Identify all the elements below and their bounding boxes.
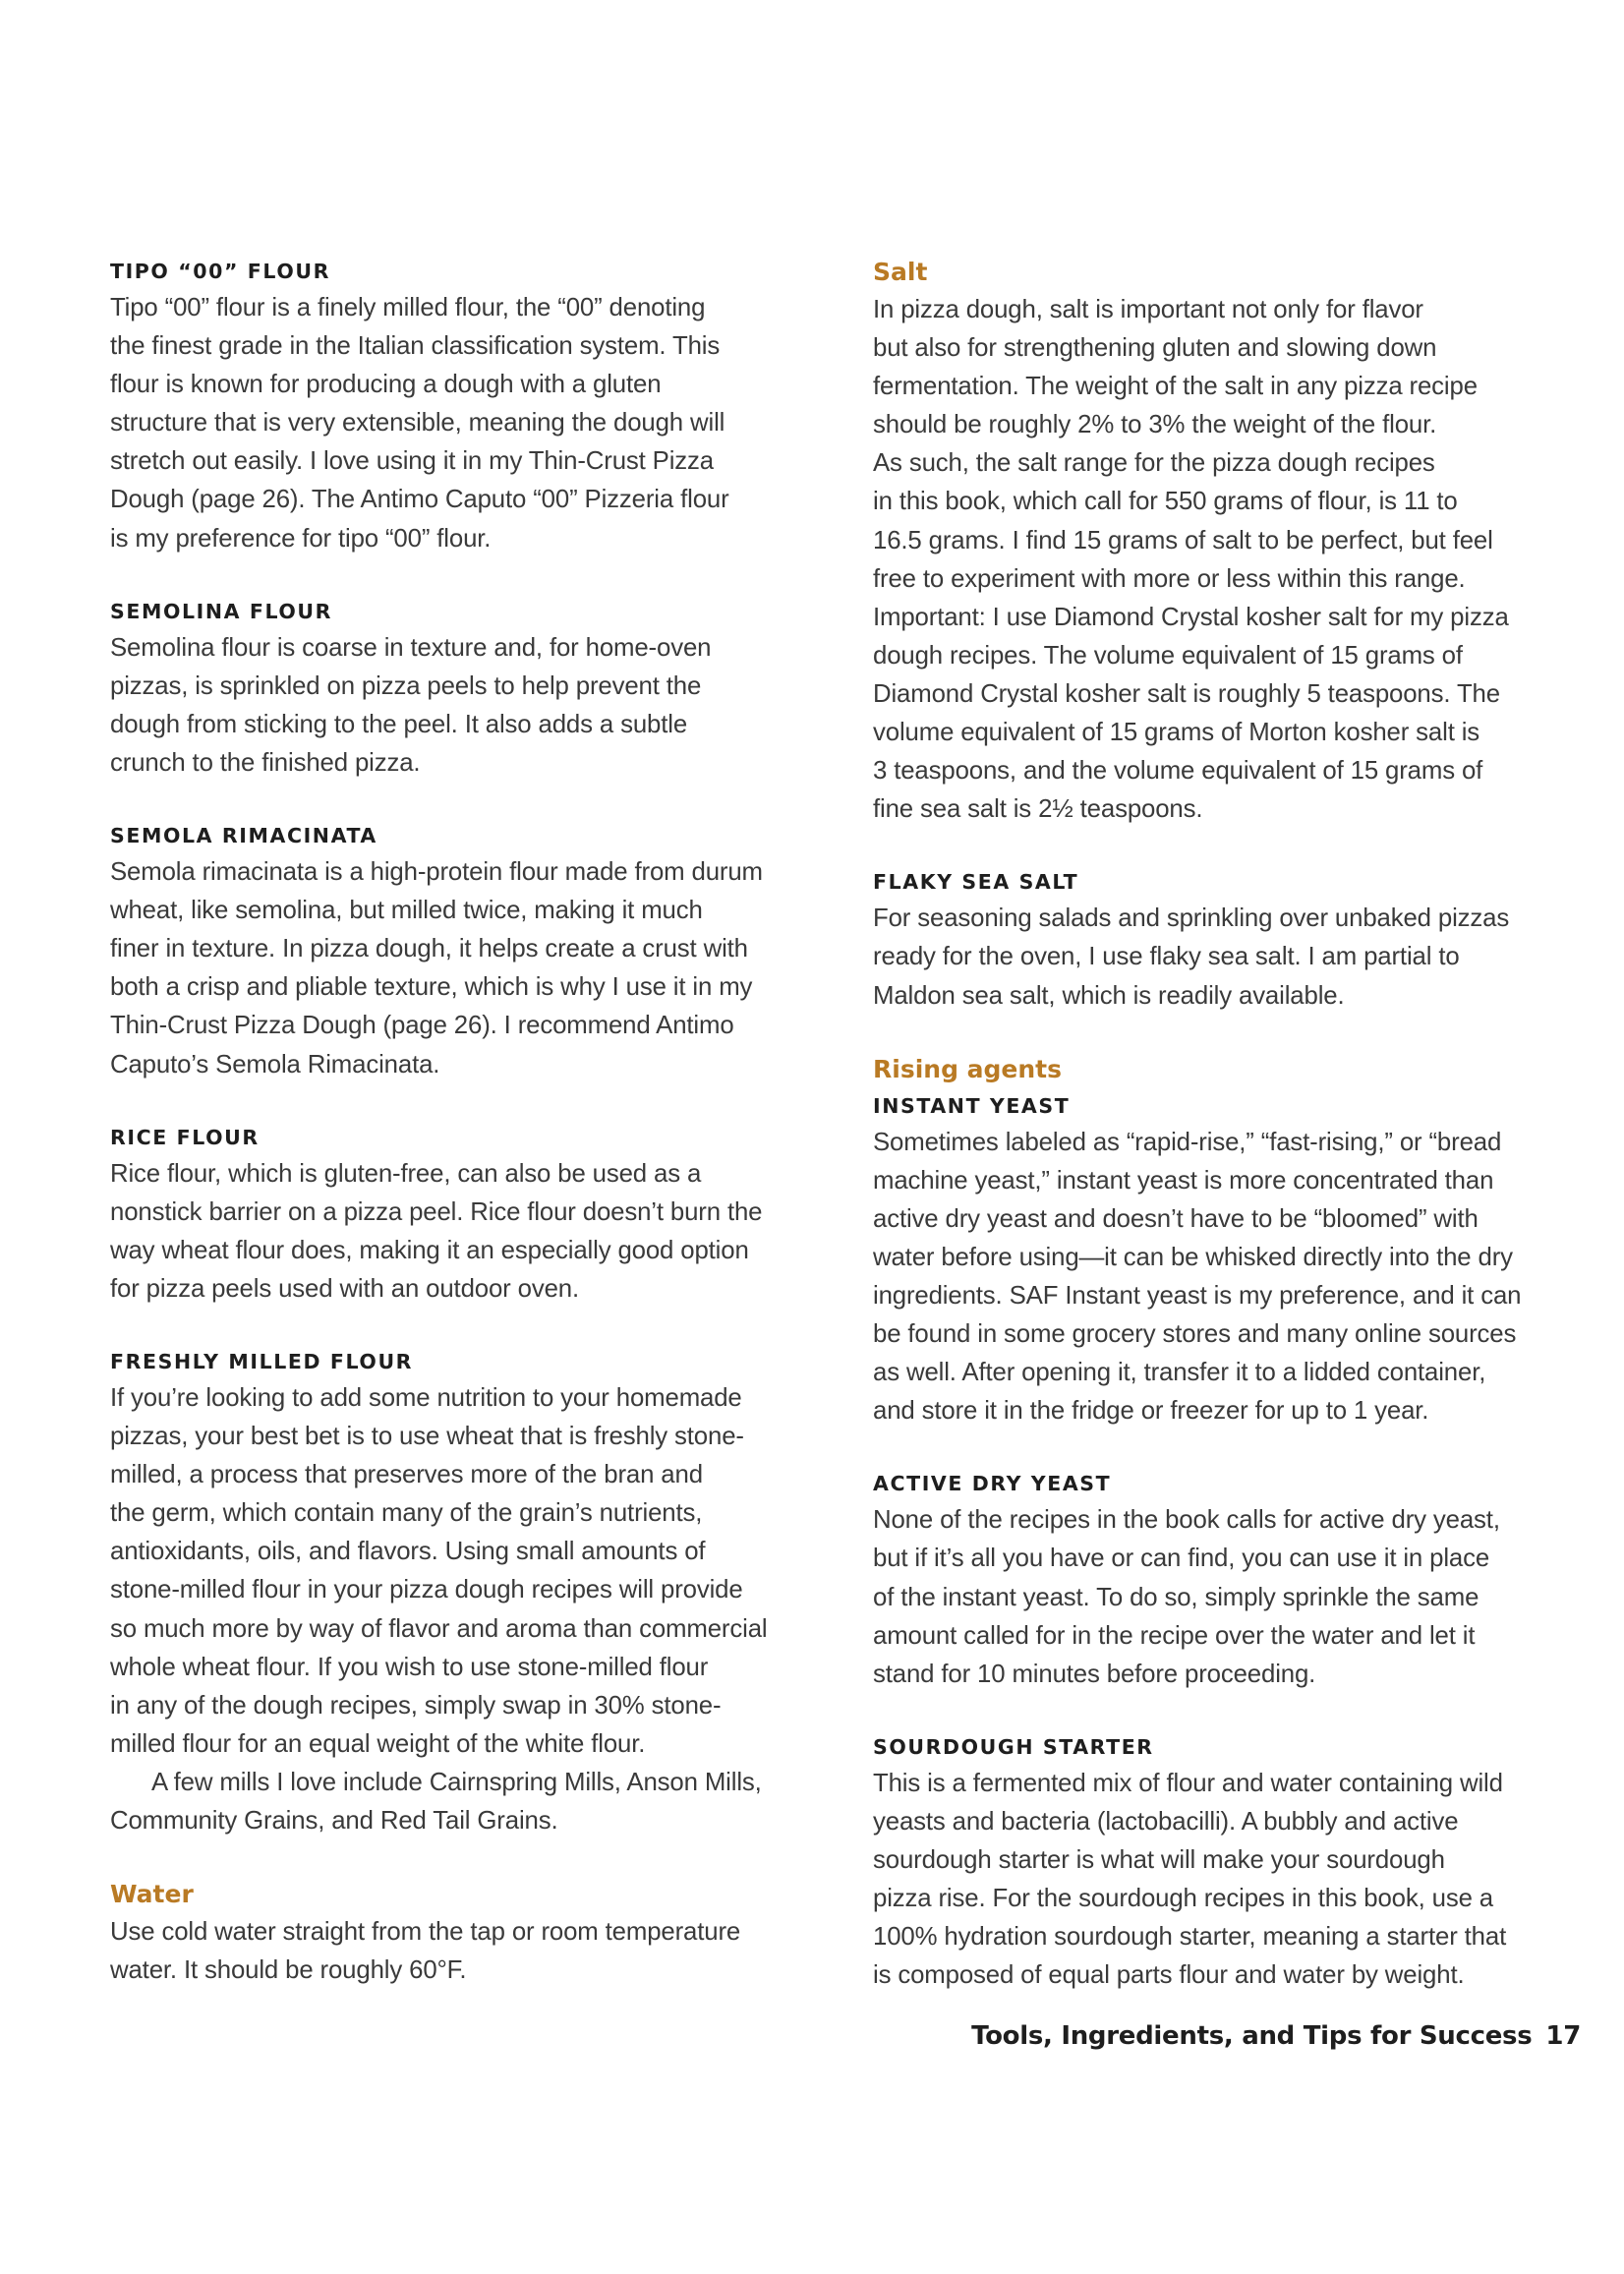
- spacer: [873, 829, 1581, 864]
- heading-sourdough-starter: SOURDOUGH STARTER: [873, 1734, 1154, 1759]
- body-sourdough-starter: This is a fermented mix of flour and water containing wild yeasts and bacteria (lactobacilli). A bubbly and active sourdough starter is what will make your sourdough pizza rise. For the sourdough recipes in this book, use a 100% hydration sourdough starter, meaning a starter that is composed of equal parts flour and water by weight.: [873, 1769, 1507, 1990]
- body-water: Use cold water straight from the tap or room temperature water. It should be roughly 60°F.: [110, 1918, 741, 1985]
- section-sourdough-starter: [873, 1729, 1581, 1996]
- page-number: 17: [1545, 2021, 1581, 2051]
- spacer: [110, 1309, 838, 1344]
- section-rising-agents: [873, 1051, 1581, 1431]
- page-footer: [971, 2021, 1581, 2051]
- heading-salt: Salt: [873, 258, 928, 286]
- spacer: [110, 1084, 838, 1120]
- section-active-dry-yeast: [873, 1466, 1581, 1693]
- heading-active-dry-yeast: ACTIVE DRY YEAST: [873, 1472, 1112, 1496]
- heading-water: Water: [110, 1880, 194, 1909]
- body-semola-rimacinata: Semola rimacinata is a high-protein flour made from durum wheat, like semolina, but milled twice, making it much finer in texture. In pizza dough, it helps create a crust with both a crisp and pliable texture, which is why I use it in my Thin-Crust Pizza Dough (page 26). I recommend Antimo Caputo’s Semola Rimacinata.: [110, 858, 763, 1079]
- body-active-dry-yeast: None of the recipes in the book calls for active dry yeast, but if it’s all you have or can find, you can use it in place of the instant yeast. To do so, simply sprinkle the same amount called for in the recipe over the water and let it stand for 10 minutes before proceeding.: [873, 1506, 1500, 1688]
- section-semolina-flour: [110, 594, 838, 783]
- heading-semola-rimacinata: SEMOLA RIMACINATA: [110, 824, 377, 848]
- heading-tipo-00-flour: TIPO “00” FLOUR: [110, 260, 331, 283]
- body-tipo-00-flour: Tipo “00” flour is a finely milled flour, the “00” denoting the finest grade in the Italian classification system. This flour is known for producing a dough with a gluten structure that is very extensible, meaning the dough will stretch out easily. I love using it in my Thin-Crust Pizza Dough (page 26). The Antimo Caputo “00” Pizzeria flour is my preference for tipo “00” flour.: [110, 294, 729, 553]
- section-salt: [873, 254, 1581, 829]
- section-freshly-milled-flour: [110, 1344, 838, 1840]
- heading-freshly-milled-flour: FRESHLY MILLED FLOUR: [110, 1349, 414, 1373]
- section-rice-flour: [110, 1120, 838, 1309]
- body-rice-flour: Rice flour, which is gluten-free, can also be used as a nonstick barrier on a pizza peel. Rice flour doesn’t burn the way wheat flour does, making it an especially good option for pizza peels used with an outdoor oven.: [110, 1159, 763, 1303]
- spacer: [873, 1016, 1581, 1051]
- right-column: [873, 254, 1581, 1995]
- body-instant-yeast: Sometimes labeled as “rapid-rise,” “fast-rising,” or “bread machine yeast,” instant yeast is more concentrated than active dry yeast and doesn’t have to be “bloomed” with water before using—it can be whisked directly into the dry ingredients. SAF Instant yeast is my preference, and it can be found in some grocery stores and many online sources as well. After opening it, transfer it to a lidded container, and store it in the fridge or freezer for up to 1 year.: [873, 1128, 1522, 1426]
- spacer: [110, 1840, 838, 1876]
- body-flaky-sea-salt: For seasoning salads and sprinkling over unbaked pizzas ready for the oven, I use flaky sea salt. I am partial to Maldon sea salt, which is readily available.: [873, 904, 1510, 1010]
- section-water: [110, 1876, 838, 1990]
- left-column: [110, 254, 838, 1990]
- heading-rice-flour: RICE FLOUR: [110, 1125, 260, 1149]
- spacer: [110, 558, 838, 594]
- section-flaky-sea-salt: [873, 864, 1581, 1015]
- heading-semolina-flour: SEMOLINA FLOUR: [110, 599, 333, 623]
- body-semolina-flour: Semolina flour is coarse in texture and, for home-oven pizzas, is sprinkled on pizza peels to help prevent the dough from sticking to the peel. It also adds a subtle crunch to the finished pizza.: [110, 633, 712, 777]
- section-tipo-00-flour: [110, 254, 838, 558]
- body-salt: In pizza dough, salt is important not only for flavor but also for strengthening gluten and slowing down fermentation. The weight of the salt in any pizza recipe should be roughly 2% to 3% the weight of the flour. As such, the salt range for the pizza dough recipes in this book, which call for 550 grams of flour, is 11 to 16.5 grams. I find 15 grams of salt to be perfect, but feel free to experiment with more or less within this range. Important: I use Diamond Crystal kosher salt for my pizza dough recipes. The volume equivalent of 15 grams of Diamond Crystal kosher salt is roughly 5 teaspoons. The volume equivalent of 15 grams of Morton kosher salt is 3 teaspoons, and the volume equivalent of 15 grams of fine sea salt is 2½ teaspoons.: [873, 296, 1509, 824]
- spacer: [110, 783, 838, 818]
- heading-instant-yeast: INSTANT YEAST: [873, 1093, 1071, 1118]
- footer-title: Tools, Ingredients, and Tips for Success: [971, 2021, 1533, 2051]
- heading-flaky-sea-salt: FLAKY SEA SALT: [873, 870, 1079, 895]
- spacer: [873, 1430, 1581, 1466]
- body-freshly-milled-mills: A few mills I love include Cairnspring Mills, Anson Mills, Community Grains, and Red Tail Grains.: [110, 1768, 762, 1835]
- body-freshly-milled-flour: If you’re looking to add some nutrition to your homemade pizzas, your best bet is to use wheat that is freshly stone- milled, a process that preserves more of the bran and the germ, which contain many of the grain’s nutrients, antioxidants, oils, and flavors. Using small amounts of stone-milled flour in your pizza dough recipes will provide so much more by way of flavor and aroma than commercial whole wheat flour. If you wish to use stone-milled flour in any of the dough recipes, simply swap in 30% stone- milled flour for an equal weight of the white flour.: [110, 1383, 768, 1758]
- heading-rising-agents: Rising agents: [873, 1054, 1063, 1083]
- section-semola-rimacinata: [110, 818, 838, 1084]
- spacer: [873, 1694, 1581, 1729]
